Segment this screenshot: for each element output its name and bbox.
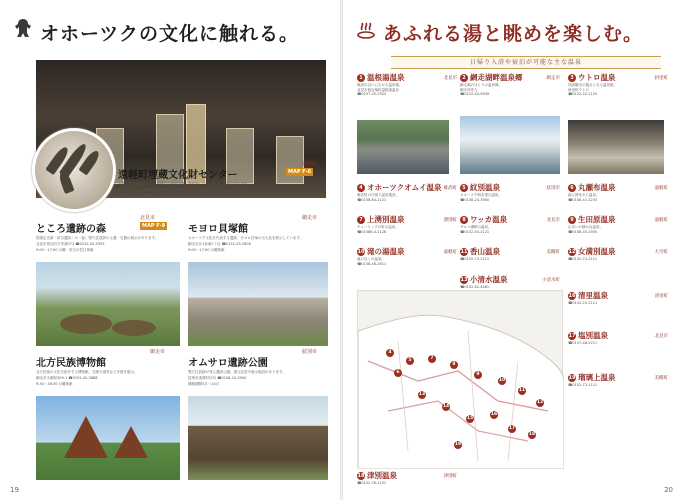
- map-pin: 19: [454, 442, 462, 447]
- map-pin: 6: [394, 369, 402, 377]
- onsen-entry: [568, 372, 668, 388]
- onsen-area: 遠軽町: [654, 185, 668, 191]
- page-heading-right: あふれる湯と眺めを楽しむ。: [383, 23, 644, 45]
- onsen-area: 網走市: [546, 75, 560, 81]
- map-pin: 7: [428, 355, 436, 363]
- dogu-figure-icon: [12, 17, 34, 39]
- onsen-header: [357, 182, 457, 193]
- onsen-detail-line: 斜里町ウトロ: [568, 87, 589, 92]
- onsen-location-map: [357, 290, 563, 468]
- onsen-area: 大空町: [654, 249, 668, 255]
- onsen-entry: [357, 72, 457, 97]
- area-label: 網走市: [150, 349, 166, 355]
- onsen-detail-line: オホーツク海を望む温泉。: [460, 193, 502, 197]
- onsen-detail-line: ☎0152-22-2125: [568, 92, 598, 96]
- onsen-entry: [460, 246, 560, 262]
- body-text: 開館期間5月〜10月: [188, 382, 220, 386]
- onsen-area: 美幌町: [546, 249, 560, 255]
- map-pin: 16: [490, 412, 498, 417]
- onsen-detail-line: ☎0152-62-4481: [460, 285, 490, 289]
- section-title-moyoro: モヨロ貝塚館: [188, 224, 248, 235]
- onsen-name: 清里温泉: [578, 291, 608, 300]
- page-heading-left: オホーツクの文化に触れる。: [40, 23, 300, 45]
- onsen-entry: [568, 214, 668, 234]
- onsen-name: ウトロ温泉: [578, 73, 616, 82]
- section-title-omusaro: オムサロ遺跡公園: [188, 358, 268, 369]
- onsen-photo-3: [568, 120, 664, 174]
- onsen-name: 瑠璃上温泉: [578, 373, 616, 382]
- onsen-header: [568, 182, 668, 193]
- onsen-name: 丸瀬布温泉: [578, 183, 616, 192]
- onsen-entry: [357, 182, 457, 202]
- onsen-detail-line: ☎0157-46-2211: [568, 341, 598, 345]
- onsen-detail-line: ☎0152-74-2111: [568, 257, 598, 261]
- area-label: 紋別市: [302, 349, 318, 355]
- onsen-entry: [460, 182, 560, 202]
- body-text: 9:30〜16:30 月曜休館: [36, 382, 73, 386]
- map-pin: 14: [442, 404, 450, 409]
- onsen-name: 紋別温泉: [470, 183, 500, 192]
- map-tag: MAP F-6: [288, 169, 312, 175]
- section-title-tokoro: ところ遺跡の森: [36, 224, 106, 235]
- onsen-header: [568, 290, 668, 301]
- onsen-area: 美幌町: [654, 375, 668, 381]
- onsen-area: 湧別町: [443, 217, 457, 223]
- page-number-right: 20: [664, 486, 673, 494]
- onsen-number-badge: 7: [357, 216, 365, 224]
- section-title-shirataki: 遠軽町埋蔵文化財センター: [118, 170, 238, 181]
- onsen-detail-line: 森に囲まれた温泉。: [568, 193, 600, 197]
- onsen-entry: [568, 72, 668, 97]
- onsen-name: ワッカ温泉: [470, 215, 508, 224]
- onsen-detail-line: ☎0152-76-2151: [357, 481, 387, 485]
- onsen-number-badge: 13: [460, 276, 468, 283]
- onsen-photo-1: [357, 120, 449, 174]
- map-pin: 5: [406, 357, 414, 365]
- onsen-number-badge: 4: [357, 184, 365, 192]
- hot-spring-icon: [355, 18, 377, 40]
- onsen-subheading: 日帰り入浴や宿泊が可能な主な温泉: [391, 56, 661, 69]
- map-pin: 18: [528, 432, 536, 437]
- onsen-detail-line: 北見市留辺蘂町温根湯温泉: [357, 87, 399, 92]
- area-label: 北見市: [140, 215, 156, 221]
- onsen-number-badge: 6: [568, 184, 576, 192]
- body-text: 国指定史跡「常呂遺跡」の一部。竪穴住居跡や土器・石器の展示があります。: [36, 236, 159, 240]
- map-pin: 12: [536, 400, 544, 405]
- onsen-name: 香山温泉: [470, 247, 500, 256]
- onsen-header: [460, 182, 560, 193]
- onsen-area: 雄武町: [443, 185, 457, 191]
- body-text: 北方民族の文化を紹介する博物館。衣服や道具など多数を展示。: [36, 370, 138, 374]
- onsen-name: 塩別温泉: [578, 331, 608, 340]
- onsen-entry: [460, 274, 560, 290]
- onsen-entry: [460, 72, 560, 97]
- left-page: [0, 0, 340, 500]
- onsen-entry: [568, 246, 668, 262]
- onsen-photo-2: [460, 116, 560, 174]
- onsen-name: オホーツクオムイ温泉: [367, 183, 442, 192]
- onsen-area: 遠軽町: [654, 217, 668, 223]
- onsen-header: [460, 72, 560, 83]
- onsen-area: 津別町: [443, 473, 457, 479]
- onsen-entry: [460, 214, 560, 234]
- northern-peoples-museum-photo: [36, 396, 180, 480]
- onsen-area: 北見市: [443, 75, 457, 81]
- onsen-detail-line: ☎0158-48-2611: [357, 261, 387, 266]
- onsen-detail-line: ☎0152-54-2121: [460, 229, 490, 234]
- area-label: 網走市: [302, 215, 318, 221]
- map-pin: 11: [518, 388, 526, 393]
- onsen-header: [357, 246, 457, 257]
- omusaro-park-photo: [188, 396, 328, 480]
- onsen-header: [460, 246, 560, 257]
- onsen-detail-line: チューリップの町の温泉。: [357, 225, 399, 229]
- onsen-detail-line: 山あいの静かな温泉。: [568, 225, 603, 229]
- onsen-header: [357, 72, 457, 83]
- onsen-area: 北見市: [654, 333, 668, 339]
- map-pin: 9: [474, 371, 482, 379]
- onsen-detail-line: ☎0152-73-1111: [460, 257, 490, 261]
- page-number-left: 19: [10, 486, 19, 494]
- onsen-name: 上湧別温泉: [367, 215, 405, 224]
- onsen-area: 北見市: [546, 217, 560, 223]
- onsen-detail-line: ☎01586-4-1126: [357, 229, 387, 234]
- onsen-number-badge: 3: [568, 74, 576, 82]
- onsen-entry: [568, 290, 668, 306]
- body-text: 遠軽町白滝138-1 ☎0158-48-2213 9:00〜17:00 月曜休館(祝日の場合翌日): [118, 194, 241, 198]
- onsen-number-badge: 19: [568, 374, 576, 381]
- onsen-name: 網走湖畔温泉郷: [470, 73, 523, 82]
- onsen-entry: [568, 330, 668, 346]
- onsen-detail-line: 網走湖のほとりの温泉郷。: [460, 83, 502, 87]
- onsen-header: [568, 246, 668, 257]
- onsen-detail-line: ☎0158-84-2121: [357, 197, 387, 202]
- onsen-number-badge: 11: [460, 248, 468, 255]
- onsen-number-badge: 8: [460, 216, 468, 224]
- onsen-number-badge: 17: [568, 332, 576, 339]
- map-pin: 10: [498, 378, 506, 383]
- onsen-entry: [357, 470, 457, 486]
- onsen-entry: [357, 214, 457, 234]
- onsen-entry: [357, 246, 457, 266]
- onsen-detail-line: ☎0157-45-2924: [357, 92, 387, 96]
- onsen-detail-line: ☎0158-24-3900: [460, 197, 490, 202]
- map-pin: 15: [466, 416, 474, 421]
- onsen-name: 生田原温泉: [578, 215, 616, 224]
- obsidian-artifacts-photo: [32, 128, 116, 212]
- onsen-number-badge: 10: [357, 248, 365, 255]
- onsen-number-badge: 9: [568, 216, 576, 224]
- onsen-area: 清里町: [654, 293, 668, 299]
- onsen-area: 斜里町: [654, 75, 668, 81]
- onsen-header: [460, 274, 560, 285]
- section-title-northern-peoples: 北方民族博物館: [36, 358, 106, 369]
- onsen-detail-line: ☎0152-73-1111: [568, 383, 598, 387]
- body-text: 9:00〜17:00 月曜休館: [188, 248, 225, 252]
- onsen-name: 温根湯温泉: [367, 73, 405, 82]
- onsen-detail-line: ☎0152-25-2111: [568, 301, 598, 305]
- onsen-header: [568, 372, 668, 383]
- onsen-detail-line: ☎0158-45-2930: [568, 229, 598, 234]
- onsen-name: 小清水温泉: [470, 275, 508, 284]
- onsen-detail-line: ☎0152-44-5849: [460, 92, 490, 96]
- body-text: 網走市北1条東2丁目 ☎0152-43-2608: [188, 242, 251, 246]
- body-text: 紋別市渚滑町川向 ☎0158-24-3900: [188, 376, 247, 380]
- onsen-detail-line: 雄武町の日帰り温泉施設。: [357, 193, 399, 197]
- body-text: オホーツク文化を代表する遺跡、モヨロ貝塚の出土品を展示しています。: [188, 236, 304, 240]
- onsen-header: [460, 214, 560, 225]
- onsen-detail-line: 滝の近くの温泉。: [357, 257, 385, 261]
- onsen-entry: [568, 182, 668, 202]
- map-pin: 17: [508, 426, 516, 431]
- onsen-area: 遠軽町: [443, 249, 457, 255]
- moyoro-museum-photo: [188, 262, 328, 346]
- map-tag: MAP F-9: [142, 223, 166, 229]
- onsen-header: [357, 214, 457, 225]
- body-text: 9:00〜17:00 月曜・祝日の翌日休館: [36, 248, 94, 252]
- map-pin: 13: [418, 392, 426, 397]
- onsen-number-badge: 1: [357, 74, 365, 82]
- tokoro-forest-photo: [36, 262, 180, 346]
- onsen-area: 紋別市: [546, 185, 560, 191]
- onsen-detail-line: 知床観光の拠点となる温泉街。: [568, 83, 617, 87]
- onsen-detail-line: 無加川沿いに広がる温泉街。: [357, 83, 403, 87]
- onsen-name: 滝の湯温泉: [367, 247, 405, 256]
- onsen-detail-line: サロマ湖畔の温泉。: [460, 225, 492, 229]
- onsen-number-badge: 18: [357, 472, 365, 479]
- onsen-number-badge: 12: [568, 248, 576, 255]
- body-text: 北見市常呂町字栄浦371 ☎0152-54-3393: [36, 242, 105, 246]
- onsen-name: 津別温泉: [367, 471, 397, 480]
- body-text: 網走市字潮見309-1 ☎0152-45-3888: [36, 376, 98, 380]
- onsen-number-badge: 5: [460, 184, 468, 192]
- onsen-number-badge: 16: [568, 292, 576, 299]
- onsen-detail-line: 網走市呼人: [460, 87, 478, 92]
- onsen-detail-line: ☎0158-47-2233: [568, 197, 598, 202]
- body-text: 資料を展示し、黒曜石の石器製作を体験することができます。: [118, 188, 216, 192]
- onsen-header: [568, 214, 668, 225]
- onsen-header: [568, 72, 668, 83]
- body-text: 今年に旧石器時代から「黒曜石の産地白滝」を紹介している施設。遺跡の出土品や: [118, 182, 248, 186]
- map-pin: 4: [386, 349, 394, 357]
- body-text: 竪穴住居跡が残る遺跡公園。復元住居や展示施設があります。: [188, 370, 286, 374]
- area-label: 遠軽町: [302, 161, 318, 167]
- onsen-area: 小清水町: [542, 277, 560, 283]
- onsen-number-badge: 2: [460, 74, 468, 82]
- onsen-header: [357, 470, 457, 481]
- onsen-name: 女満別温泉: [578, 247, 616, 256]
- onsen-header: [568, 330, 668, 341]
- map-pin: 8: [450, 361, 458, 369]
